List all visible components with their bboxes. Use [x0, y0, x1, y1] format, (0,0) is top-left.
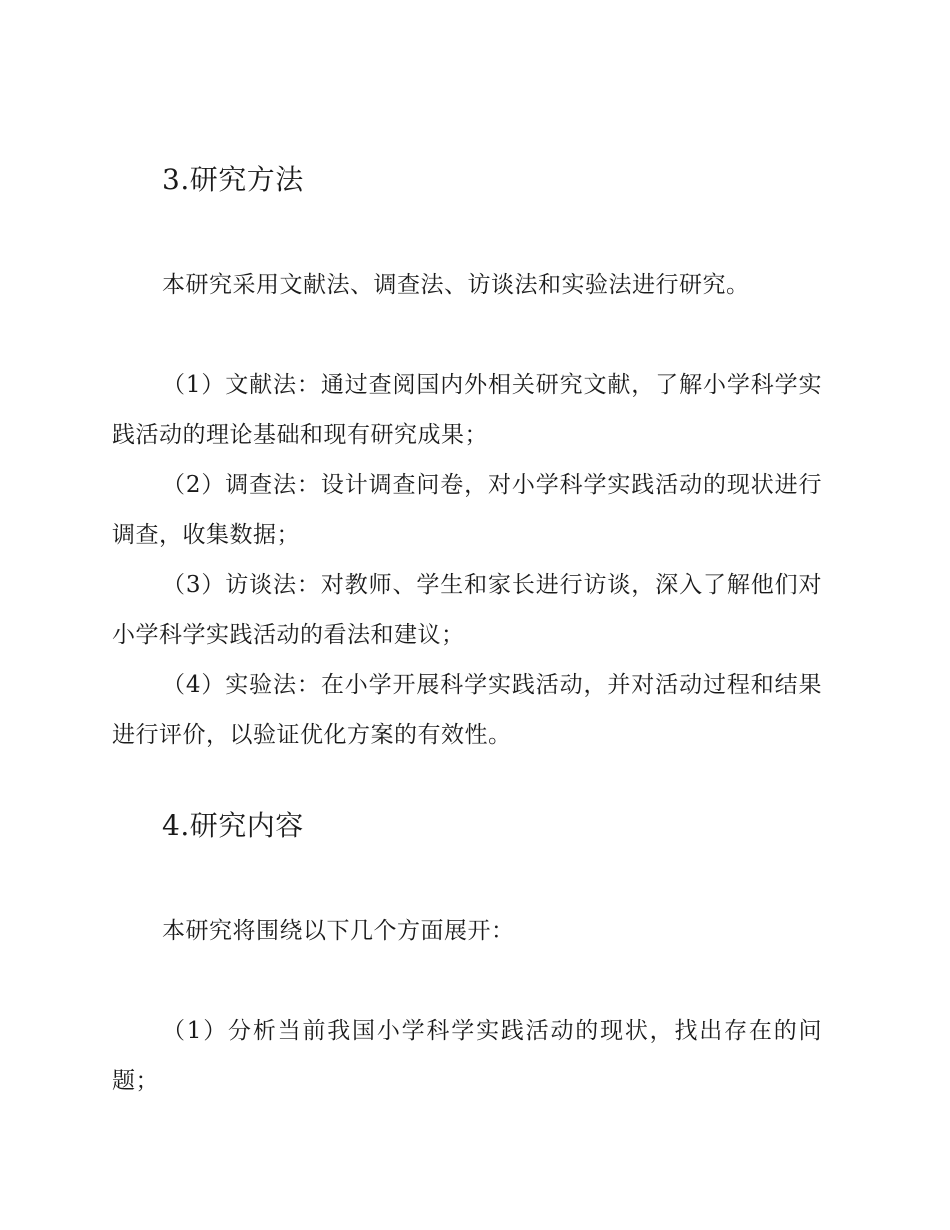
- method-item-experiment: （4）实验法：在小学开展科学实践活动，并对活动过程和结果进行评价，以验证优化方案的有效性。: [112, 672, 822, 748]
- section-3-intro: 本研究采用文献法、调查法、访谈法和实验法进行研究。: [162, 272, 750, 298]
- section-4-intro: 本研究将围绕以下几个方面展开：: [162, 918, 515, 944]
- method-item-interview: （3）访谈法：对教师、学生和家长进行访谈，深入了解他们对小学科学实践活动的看法和建议；: [112, 572, 822, 648]
- section-3-heading: 3.研究方法: [162, 163, 304, 196]
- method-item-survey: （2）调查法：设计调查问卷，对小学科学实践活动的现状进行调查，收集数据；: [112, 472, 822, 548]
- method-item-literature: （1）文献法：通过查阅国内外相关研究文献，了解小学科学实践活动的理论基础和现有研究成果；: [112, 372, 822, 448]
- section-4-heading: 4.研究内容: [162, 809, 304, 842]
- content-item-1: （1）分析当前我国小学科学实践活动的现状，找出存在的问题；: [112, 1018, 822, 1094]
